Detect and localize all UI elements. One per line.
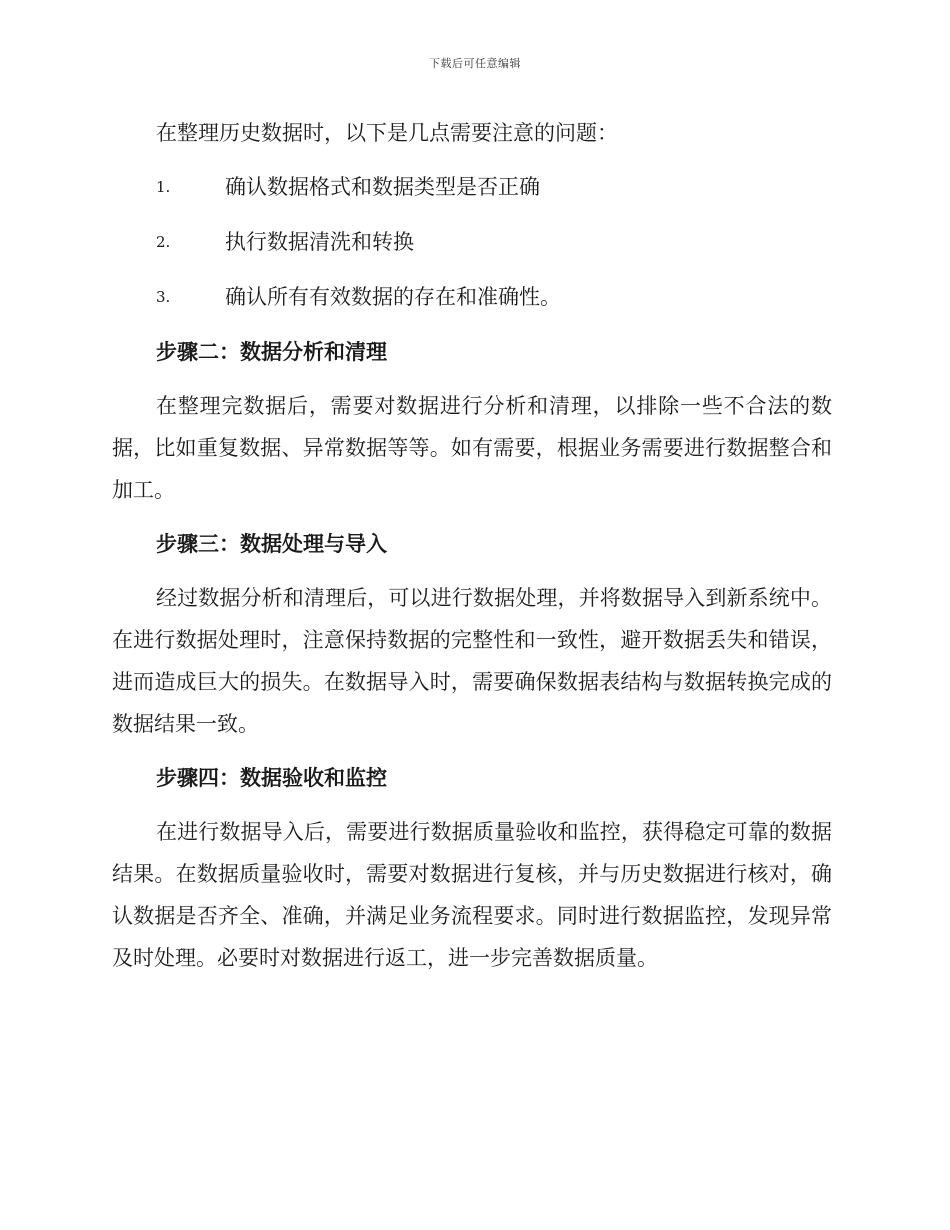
list-text: 确认所有有效数据的存在和准确性。 — [225, 285, 561, 309]
list-item — [112, 166, 832, 208]
list-item — [112, 276, 832, 318]
list-number: 3. — [156, 288, 171, 306]
intro-paragraph: 在整理历史数据时，以下是几点需要注意的问题： — [156, 121, 618, 145]
list-number: 2. — [156, 233, 171, 251]
list-text: 确认数据格式和数据类型是否正确 — [225, 175, 540, 199]
step2-heading: 步骤二：数据分析和清理 — [156, 340, 387, 364]
step3-heading: 步骤三：数据处理与导入 — [156, 532, 387, 556]
list-number: 1. — [156, 178, 171, 196]
list-item — [112, 221, 832, 263]
list-text: 执行数据清洗和转换 — [225, 230, 414, 254]
step4-paragraph: 在进行数据导入后，需要进行数据质量验收和监控，获得稳定可靠的数据结果。在数据质量验收时，需要对数据进行复核，并与历史数据进行核对，确认数据是否齐全、准确，并满足业务流程要求。同时进行数据监控，发现异常及时处理。必要时对数据进行返工，进一步完善数据质量。 — [112, 820, 832, 970]
step2-paragraph: 在整理完数据后，需要对数据进行分析和清理，以排除一些不合法的数据，比如重复数据、异常数据等等。如有需要，根据业务需要进行数据整合和加工。 — [112, 394, 832, 502]
step4-heading: 步骤四：数据验收和监控 — [156, 766, 387, 790]
document-body — [112, 112, 832, 991]
header-note: 下载后可任意编辑 — [429, 57, 521, 70]
step3-paragraph: 经过数据分析和清理后，可以进行数据处理，并将数据导入到新系统中。在进行数据处理时，注意保持数据的完整性和一致性，避开数据丢失和错误，进而造成巨大的损失。在数据导入时，需要确保数据表结构与数据转换完成的数据结果一致。 — [112, 586, 832, 736]
